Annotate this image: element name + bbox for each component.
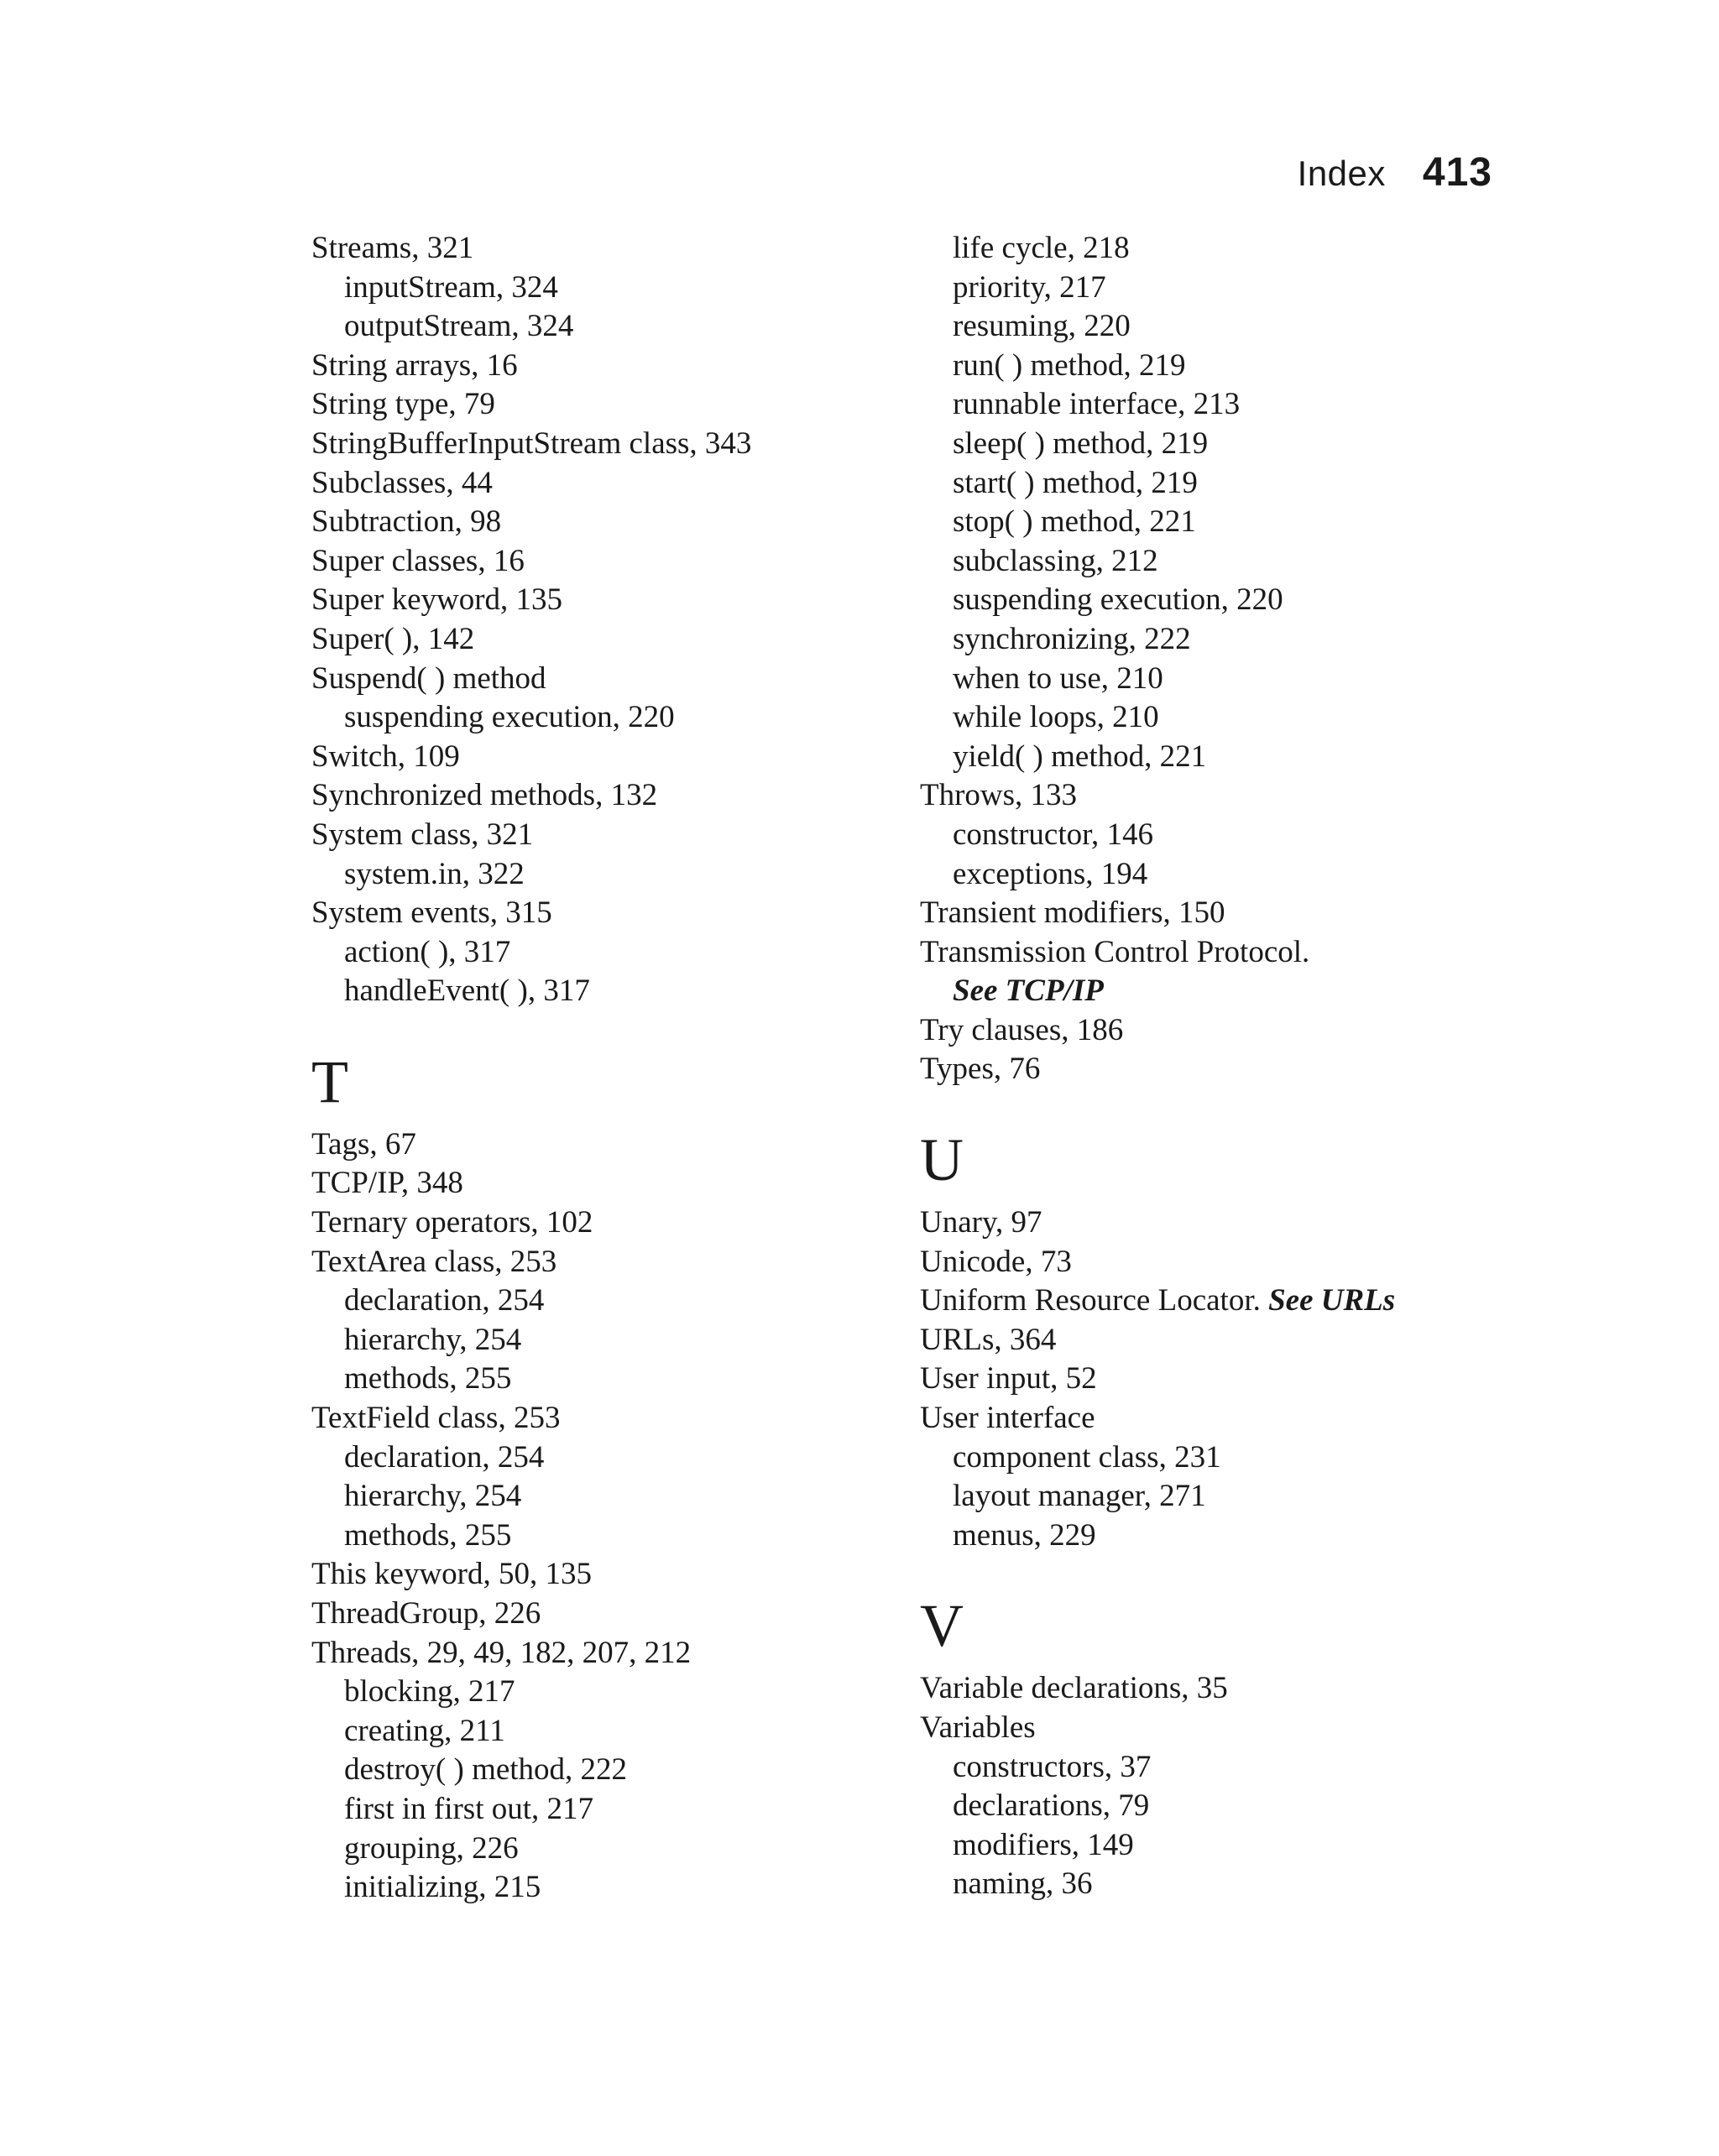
index-subentry: resuming, 220 (953, 309, 1131, 344)
index-entry: TextField class, 253 (311, 1401, 561, 1436)
index-entry-text: Uniform Resource Locator. (920, 1283, 1261, 1318)
index-subentry: while loops, 210 (953, 700, 1159, 735)
index-entry: Ternary operators, 102 (311, 1205, 593, 1240)
index-subentry: first in first out, 217 (344, 1791, 594, 1826)
index-subentry: hierarchy, 254 (344, 1322, 522, 1357)
index-entry: String arrays, 16 (311, 347, 518, 383)
index-subentry: naming, 36 (953, 1866, 1093, 1902)
index-subentry: runnable interface, 213 (953, 387, 1241, 422)
index-subentry: priority, 217 (953, 269, 1106, 305)
index-subentry: when to use, 210 (953, 660, 1163, 696)
index-subentry: destroy( ) method, 222 (344, 1752, 628, 1788)
index-subentry: declarations, 79 (953, 1788, 1150, 1824)
index-subentry: initializing, 215 (344, 1870, 541, 1905)
index-subentry: declaration, 254 (344, 1439, 545, 1475)
index-entry: String type, 79 (311, 387, 495, 422)
index-entry: Super( ), 142 (311, 621, 475, 656)
index-subentry: layout manager, 271 (953, 1479, 1206, 1514)
index-subentry: methods, 255 (344, 1361, 512, 1396)
index-subentry: suspending execution, 220 (953, 582, 1283, 618)
index-subentry: methods, 255 (344, 1517, 512, 1553)
index-entry: Throws, 133 (920, 778, 1078, 813)
section-letter-u: U (920, 1126, 964, 1194)
index-entry: Variable declarations, 35 (920, 1671, 1228, 1706)
index-entry: Unicode, 73 (920, 1244, 1072, 1279)
index-subentry: declaration, 254 (344, 1283, 545, 1318)
index-subentry: blocking, 217 (344, 1674, 515, 1710)
index-subentry: creating, 211 (344, 1713, 505, 1748)
index-subentry: hierarchy, 254 (344, 1479, 522, 1514)
index-subentry: inputStream, 324 (344, 269, 558, 305)
index-subentry: stop( ) method, 221 (953, 504, 1196, 540)
index-entry: System class, 321 (311, 817, 534, 852)
index-column-right (920, 229, 1395, 1904)
index-entry: Transmission Control Protocol. (920, 934, 1310, 969)
index-subentry: handleEvent( ), 317 (344, 974, 590, 1009)
running-head-title: Index (1297, 154, 1386, 193)
index-entry: Try clauses, 186 (920, 1012, 1124, 1047)
index-entry: Super classes, 16 (311, 543, 525, 578)
index-entry: ThreadGroup, 226 (311, 1596, 541, 1631)
index-entry: URLs, 364 (920, 1322, 1057, 1357)
index-subentry: synchronizing, 222 (953, 621, 1191, 656)
index-subentry: run( ) method, 219 (953, 347, 1186, 383)
index-subentry: start( ) method, 219 (953, 465, 1198, 500)
section-letter-v: V (920, 1592, 964, 1660)
page-number: 413 (1422, 150, 1492, 195)
index-entry: StringBufferInputStream class, 343 (311, 425, 752, 461)
index-subentry: menus, 229 (953, 1517, 1096, 1553)
index-entry: Variables (920, 1710, 1036, 1745)
index-subentry: yield( ) method, 221 (953, 739, 1207, 774)
running-head (1298, 149, 1492, 196)
index-entry: Streams, 321 (311, 231, 474, 265)
index-entry-with-see (920, 1282, 1395, 1321)
index-entry: Suspend( ) method (311, 660, 546, 696)
index-entry: User interface (920, 1401, 1095, 1436)
index-entry: System events, 315 (311, 895, 552, 931)
index-entry: TextArea class, 253 (311, 1244, 557, 1279)
index-entry: Super keyword, 135 (311, 582, 563, 618)
see-reference (920, 972, 1395, 1011)
index-entry: Unary, 97 (920, 1205, 1042, 1240)
section-letter-t: T (311, 1047, 348, 1115)
index-entry: Types, 76 (920, 1052, 1041, 1087)
index-entry: Transient modifiers, 150 (920, 895, 1225, 931)
index-column-left (311, 229, 751, 1908)
index-entry: Threads, 29, 49, 182, 207, 212 (311, 1635, 692, 1670)
see-urls-reference: See URLs (1268, 1283, 1396, 1318)
index-subentry: life cycle, 218 (953, 231, 1130, 265)
index-entry: User input, 52 (920, 1361, 1097, 1396)
index-entry: Tags, 67 (311, 1126, 416, 1162)
index-subentry: outputStream, 324 (344, 309, 574, 344)
index-subentry: constructor, 146 (953, 817, 1153, 852)
index-entry: TCP/IP, 348 (311, 1166, 463, 1201)
see-tcp-ip-reference: See TCP/IP (953, 974, 1104, 1009)
index-subentry: suspending execution, 220 (344, 700, 675, 735)
index-subentry: constructors, 37 (953, 1749, 1152, 1784)
index-subentry: component class, 231 (953, 1439, 1221, 1475)
index-entry: This keyword, 50, 135 (311, 1557, 592, 1592)
index-subentry: system.in, 322 (344, 856, 525, 891)
index-subentry: action( ), 317 (344, 934, 511, 969)
index-subentry: sleep( ) method, 219 (953, 425, 1209, 461)
index-subentry: exceptions, 194 (953, 856, 1148, 891)
index-entry: Subtraction, 98 (311, 504, 502, 540)
index-subentry: grouping, 226 (344, 1830, 519, 1866)
index-entry: Switch, 109 (311, 739, 460, 774)
index-subentry: modifiers, 149 (953, 1827, 1134, 1862)
index-entry: Subclasses, 44 (311, 465, 493, 500)
index-entry: Synchronized methods, 132 (311, 778, 658, 813)
index-subentry: subclassing, 212 (953, 543, 1158, 578)
